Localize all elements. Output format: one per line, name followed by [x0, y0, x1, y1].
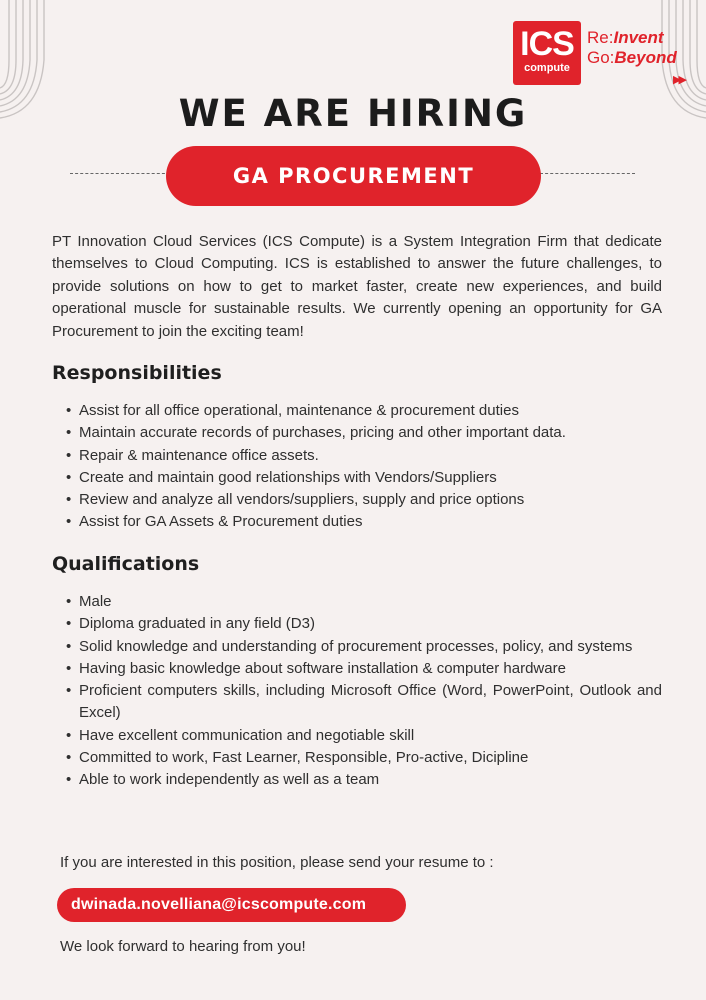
- responsibilities-heading: Responsibilities: [52, 362, 222, 384]
- list-item: • Assist for all office operational, maintenance & procurement duties: [66, 400, 662, 422]
- qualifications-heading: Qualifications: [52, 553, 200, 575]
- list-item: • Diploma graduated in any field (D3): [66, 613, 662, 635]
- intro-paragraph: PT Innovation Cloud Services (ICS Compute) is a System Integration Firm that dedicate themselves to Cloud Computing. ICS is established to answer the future challenges, to provide solutions on how to get to market faster, create new experiences, and build operational muscle for sustainable results. We currently opening an opportunity for GA Procurement to join the exciting team!: [52, 233, 662, 340]
- list-item: • Create and maintain good relationships with Vendors/Suppliers: [66, 467, 662, 489]
- logo-box: [513, 21, 581, 85]
- list-item: • Committed to work, Fast Learner, Responsible, Pro-active, Dicipline: [66, 747, 662, 769]
- list-item: • Assist for GA Assets & Procurement duties: [66, 511, 662, 533]
- brand-logo: [513, 21, 684, 90]
- list-item: • Solid knowledge and understanding of procurement processes, policy, and systems: [66, 636, 662, 658]
- divider-right: [540, 173, 635, 174]
- page-title: WE ARE HIRING: [178, 92, 528, 135]
- list-item: • Able to work independently as well as a team: [66, 769, 662, 791]
- tagline-word-2: Beyond: [614, 48, 677, 67]
- brand-tagline: [587, 21, 684, 90]
- call-to-action: If you are interested in this position, please send your resume to :: [60, 854, 494, 871]
- tagline-prefix-1: Re:: [587, 28, 614, 47]
- qualifications-list: [66, 591, 662, 792]
- list-item: • Male: [66, 591, 662, 613]
- list-item: • Review and analyze all vendors/suppliers, supply and price options: [66, 489, 662, 511]
- list-item: • Have excellent communication and negotiable skill: [66, 725, 662, 747]
- tagline-word-1: Invent: [613, 28, 664, 47]
- logo-sub-text: compute: [524, 62, 570, 74]
- play-icon: ▶▶: [673, 74, 684, 86]
- logo-main-text: ICS: [520, 25, 574, 63]
- position-badge: GA PROCUREMENT: [166, 146, 541, 206]
- email-link[interactable]: dwinada.novelliana@icscompute.com: [57, 888, 406, 922]
- list-item: • Proficient computers skills, including Microsoft Office (Word, PowerPoint, Outlook and Excel): [66, 680, 662, 725]
- tagline-prefix-2: Go:: [587, 48, 615, 67]
- closing-text: We look forward to hearing from you!: [60, 938, 306, 955]
- list-item: • Having basic knowledge about software installation & computer hardware: [66, 658, 662, 680]
- list-item: • Repair & maintenance office assets.: [66, 445, 662, 467]
- list-item: • Maintain accurate records of purchases, pricing and other important data.: [66, 422, 662, 444]
- divider-left: [70, 173, 170, 174]
- responsibilities-list: [66, 400, 662, 534]
